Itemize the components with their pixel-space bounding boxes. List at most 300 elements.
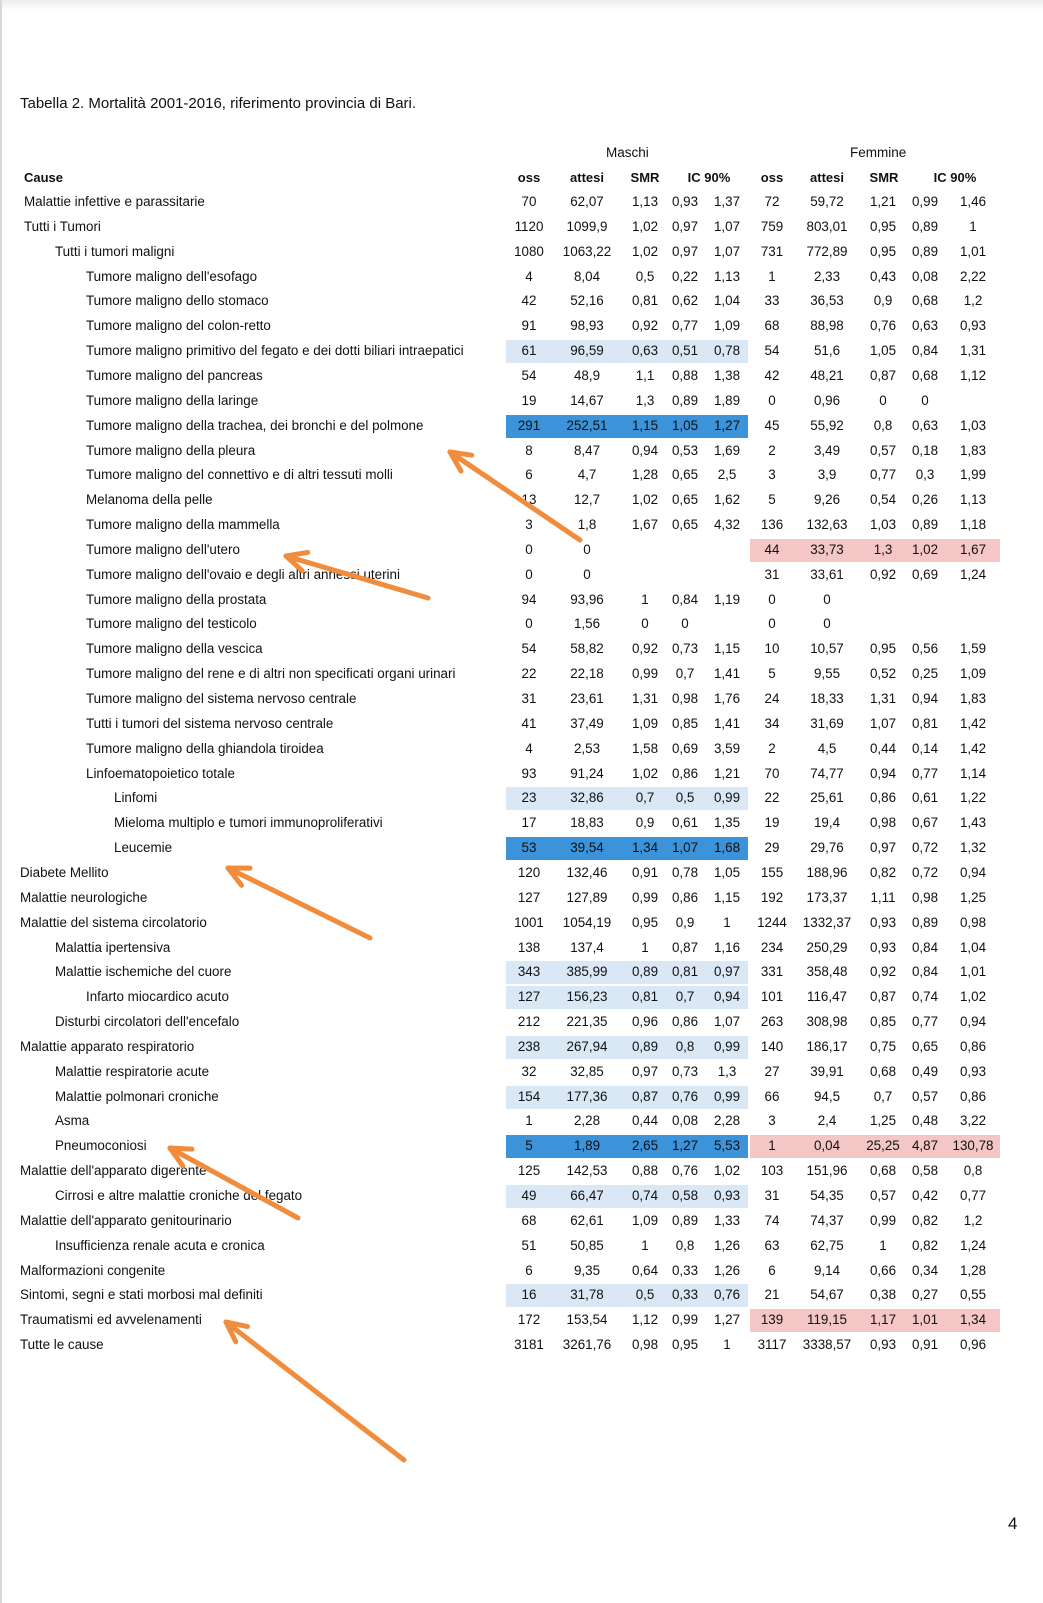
table-row <box>0 563 1043 587</box>
cause-label: Tumore maligno dell'esofago <box>86 268 258 284</box>
male-ic-low: 0,97 <box>671 243 699 259</box>
female-smr: 0,87 <box>869 367 897 383</box>
header-cause: Cause <box>24 170 64 185</box>
male-oss: 127 <box>517 889 541 905</box>
cause-label: Malattie respiratorie acute <box>55 1063 210 1079</box>
table-row <box>0 389 1043 413</box>
male-ic-high: 5,53 <box>713 1138 741 1154</box>
female-oss: 0 <box>768 616 776 632</box>
cause-label: Insufficienza renale acuta e cronica <box>55 1237 265 1253</box>
female-attesi: 0 <box>823 616 831 632</box>
male-oss: 212 <box>517 1014 541 1030</box>
male-oss: 19 <box>521 392 537 408</box>
female-ic-low: 0,74 <box>911 989 939 1005</box>
male-ic-low: 0,89 <box>671 392 699 408</box>
female-smr: 0,68 <box>869 1163 897 1179</box>
female-attesi: 33,73 <box>810 541 844 557</box>
cause-label: Malformazioni congenite <box>20 1262 166 1278</box>
female-smr: 0,77 <box>869 467 897 483</box>
female-ic-low: 0,65 <box>911 1038 939 1054</box>
female-smr: 1,25 <box>869 1113 897 1129</box>
female-ic-high: 0,94 <box>959 1014 987 1030</box>
male-oss: 42 <box>521 293 537 309</box>
female-oss: 22 <box>764 790 780 806</box>
table-row <box>0 786 1043 810</box>
male-ic-low: 0,86 <box>671 889 699 905</box>
male-smr: 1,13 <box>631 194 659 209</box>
male-attesi: 153,54 <box>566 1312 608 1328</box>
cause-label: Malattie apparato respiratorio <box>20 1038 195 1054</box>
female-ic-high: 1,14 <box>959 765 987 781</box>
female-attesi: 116,47 <box>807 989 847 1005</box>
male-ic-high: 1,68 <box>713 840 741 856</box>
male-oss: 54 <box>521 367 537 383</box>
male-smr: 0,96 <box>631 1014 659 1030</box>
header-male-oss: oss <box>517 170 541 185</box>
male-ic-low: 0,76 <box>671 1088 699 1104</box>
female-oss: 45 <box>764 417 780 433</box>
male-oss: 93 <box>521 765 537 781</box>
female-oss: 331 <box>760 964 784 980</box>
male-smr: 1,09 <box>631 715 659 731</box>
male-oss: 6 <box>525 1262 533 1278</box>
male-oss: 0 <box>525 541 533 557</box>
male-ic-high: 0,76 <box>713 1287 741 1303</box>
male-ic-low: 0,99 <box>671 1312 699 1328</box>
male-ic-low: 0,85 <box>671 715 699 731</box>
table-row <box>0 712 1043 736</box>
table-row <box>0 1134 1043 1158</box>
female-ic-low: 1,02 <box>911 541 939 557</box>
female-smr: 1,11 <box>870 889 896 905</box>
male-ic-low: 0,61 <box>671 815 699 831</box>
female-ic-high: 1,32 <box>959 840 987 856</box>
male-ic-low: 0,78 <box>671 864 699 880</box>
male-attesi: 1099,9 <box>566 218 608 234</box>
male-smr: 1,28 <box>631 467 659 483</box>
male-attesi: 142,53 <box>566 1163 608 1179</box>
cause-label: Diabete Mellito <box>20 864 109 880</box>
female-ic-high: 0,93 <box>959 1063 987 1079</box>
female-ic-high: 1,83 <box>959 691 987 706</box>
female-ic-low: 0,99 <box>911 194 939 209</box>
female-attesi: 173,37 <box>806 889 848 905</box>
male-ic-low: 0,73 <box>671 1063 699 1079</box>
table-row <box>0 190 1043 214</box>
male-attesi: 66,47 <box>570 1188 604 1203</box>
female-ic-high: 1,09 <box>959 666 987 682</box>
female-smr: 0,99 <box>869 1212 897 1228</box>
male-ic-low: 0,86 <box>671 765 699 781</box>
female-ic-low: 0,81 <box>911 715 939 731</box>
male-ic-low: 0,69 <box>671 740 699 756</box>
female-oss: 139 <box>760 1312 784 1328</box>
male-ic-low: 0,65 <box>671 492 699 508</box>
female-ic-high: 0,86 <box>959 1038 987 1054</box>
table-row <box>0 662 1043 686</box>
cause-label: Pneumoconiosi <box>55 1138 147 1154</box>
female-oss: 6 <box>768 1262 776 1278</box>
male-oss: 4 <box>525 740 533 756</box>
male-smr: 0,92 <box>631 318 659 334</box>
female-ic-low: 0,89 <box>911 914 939 930</box>
female-oss: 68 <box>764 318 780 334</box>
female-ic-low: 0,3 <box>915 467 935 483</box>
cause-label: Linfomi <box>114 790 158 806</box>
female-smr: 0,98 <box>869 815 897 831</box>
male-ic-low: 1,27 <box>671 1138 699 1154</box>
female-ic-low: 0 <box>921 392 929 408</box>
female-oss: 29 <box>764 840 780 856</box>
female-oss: 54 <box>764 343 780 359</box>
female-oss: 759 <box>760 218 784 234</box>
male-ic-high: 0,94 <box>713 989 741 1005</box>
header-male-attesi: attesi <box>570 170 604 185</box>
male-oss: 120 <box>517 864 541 880</box>
female-ic-high: 1,31 <box>959 343 987 359</box>
table-row <box>0 1308 1043 1332</box>
male-oss: 49 <box>521 1188 537 1203</box>
male-smr: 1,02 <box>631 243 659 259</box>
male-ic-low: 0,7 <box>675 666 695 682</box>
female-oss: 3117 <box>757 1337 787 1353</box>
table-row <box>0 687 1043 711</box>
table-row <box>0 1085 1043 1109</box>
table-row <box>0 240 1043 264</box>
female-ic-high: 1,12 <box>959 367 987 383</box>
male-ic-high: 1,27 <box>713 417 741 433</box>
table-row <box>0 911 1043 935</box>
cause-label: Malattie infettive e parassitarie <box>24 194 205 209</box>
group-header-femmine: Femmine <box>850 145 907 160</box>
cause-label: Asma <box>55 1113 90 1129</box>
cause-label: Tumore maligno della pleura <box>86 442 256 458</box>
table-row <box>0 538 1043 562</box>
male-ic-high: 0,99 <box>713 1038 741 1054</box>
female-attesi: 25,61 <box>810 790 844 806</box>
male-smr: 0,5 <box>635 1287 655 1303</box>
male-ic-high: 2,28 <box>713 1113 741 1129</box>
female-smr: 0,68 <box>869 1063 897 1079</box>
male-oss: 0 <box>525 566 533 582</box>
male-smr: 0,99 <box>631 889 659 905</box>
cause-label: Malattie dell'apparato digerente <box>20 1163 207 1179</box>
male-smr: 1,3 <box>635 392 655 408</box>
table-row <box>0 1283 1043 1307</box>
male-smr: 1,09 <box>631 1212 659 1228</box>
female-ic-high: 1,43 <box>959 815 987 831</box>
female-oss: 1244 <box>757 914 787 930</box>
male-attesi: 31,78 <box>570 1287 604 1303</box>
female-attesi: 186,17 <box>806 1038 848 1054</box>
male-oss: 94 <box>521 591 537 607</box>
male-attesi: 8,04 <box>573 268 601 284</box>
male-attesi: 14,67 <box>570 392 604 408</box>
female-smr: 1,05 <box>869 343 897 359</box>
female-ic-high: 1,42 <box>959 715 987 731</box>
cause-label: Disturbi circolatori dell'encefalo <box>55 1014 240 1030</box>
female-attesi: 358,48 <box>806 964 848 980</box>
male-ic-high: 1,41 <box>713 666 741 682</box>
female-ic-low: 0,89 <box>911 243 939 259</box>
cause-label: Malattie neurologiche <box>20 889 148 905</box>
female-ic-high <box>946 389 1000 413</box>
male-ic-high: 1,37 <box>713 194 741 209</box>
female-attesi: 62,75 <box>810 1237 844 1253</box>
female-ic-high: 2,22 <box>959 268 987 284</box>
female-ic-low: 4,87 <box>911 1138 939 1154</box>
male-ic-high <box>706 612 748 636</box>
male-smr: 0,5 <box>635 268 655 284</box>
female-oss: 5 <box>768 492 776 508</box>
male-oss: 51 <box>521 1237 537 1253</box>
male-ic-high: 1,62 <box>713 492 741 508</box>
female-smr: 0,93 <box>869 939 897 955</box>
male-oss: 1080 <box>514 243 544 259</box>
table-row <box>0 936 1043 960</box>
male-ic-high: 0,97 <box>713 964 741 980</box>
male-ic-high <box>706 538 748 562</box>
female-smr: 0,9 <box>873 293 893 309</box>
male-smr: 1,58 <box>631 740 659 756</box>
table-caption: Tabella 2. Mortalità 2001-2016, riferimento provincia di Bari. <box>20 95 417 112</box>
female-oss: 101 <box>760 989 784 1005</box>
male-smr: 1,02 <box>631 218 659 234</box>
female-attesi: 9,14 <box>813 1262 841 1278</box>
female-attesi: 0,04 <box>813 1138 841 1154</box>
male-ic-low: 0,86 <box>671 1014 699 1030</box>
female-smr: 0,97 <box>869 840 897 856</box>
cause-label: Tumore maligno dello stomaco <box>86 293 269 309</box>
cause-label: Cirrosi e altre malattie croniche del fegato <box>55 1188 303 1203</box>
female-ic-high: 1,04 <box>959 939 987 955</box>
female-attesi: 2,33 <box>813 268 841 284</box>
male-ic-low: 0,58 <box>671 1188 699 1203</box>
female-smr: 0,95 <box>869 218 897 234</box>
female-attesi: 94,5 <box>813 1088 841 1104</box>
female-ic-low: 0,72 <box>911 840 939 856</box>
male-ic-high: 1,13 <box>713 268 741 284</box>
female-smr: 0,54 <box>869 492 897 508</box>
group-header-maschi: Maschi <box>606 145 649 160</box>
female-attesi: 59,72 <box>810 194 844 209</box>
male-attesi: 127,89 <box>566 889 608 905</box>
table-row <box>0 414 1043 438</box>
female-ic-low: 0,25 <box>911 666 939 682</box>
male-attesi: 221,35 <box>566 1014 608 1030</box>
table-row <box>0 1209 1043 1233</box>
male-ic-low: 0,81 <box>671 964 699 980</box>
male-ic-high: 1,19 <box>713 591 741 607</box>
female-attesi: 31,69 <box>810 715 844 731</box>
male-ic-low: 1,05 <box>671 417 699 433</box>
female-smr: 0,76 <box>869 318 897 334</box>
male-ic-low <box>666 563 704 587</box>
female-attesi: 4,5 <box>817 740 837 756</box>
page-top-shadow <box>0 0 1043 10</box>
male-smr: 0,88 <box>631 1163 659 1179</box>
table-row <box>0 1234 1043 1258</box>
male-ic-low: 0,95 <box>671 1337 699 1353</box>
cause-label: Tutti i tumori del sistema nervoso centrale <box>86 715 334 731</box>
cause-label: Tumore maligno della ghiandola tiroidea <box>86 740 324 756</box>
female-ic-low: 0,26 <box>911 492 939 508</box>
male-attesi: 4,7 <box>577 467 597 483</box>
male-smr: 0,81 <box>631 293 659 309</box>
cause-label: Tutti i Tumori <box>24 218 101 234</box>
female-ic-high: 1,02 <box>959 989 987 1005</box>
male-smr: 0 <box>641 616 649 632</box>
female-ic-low: 0,94 <box>911 691 939 706</box>
female-attesi: 54,67 <box>810 1287 844 1303</box>
male-smr: 0,89 <box>631 964 659 980</box>
female-smr: 0 <box>879 392 887 408</box>
female-ic-low: 0,82 <box>911 1212 939 1228</box>
female-smr: 0,92 <box>869 964 897 980</box>
male-smr: 1,12 <box>631 1312 659 1328</box>
male-attesi: 48,9 <box>573 367 601 383</box>
male-ic-low: 0,33 <box>671 1287 699 1303</box>
female-attesi: 33,61 <box>810 566 844 582</box>
male-oss: 41 <box>521 715 537 731</box>
female-smr: 1,21 <box>869 194 897 209</box>
female-smr: 0,7 <box>873 1088 893 1104</box>
male-smr: 0,44 <box>631 1113 659 1129</box>
cause-label: Malattie ischemiche del cuore <box>55 964 232 980</box>
male-ic-high: 1,41 <box>713 715 741 731</box>
male-attesi: 0 <box>583 566 591 582</box>
cause-label: Malattie dell'apparato genitourinario <box>20 1212 232 1228</box>
male-smr: 1,02 <box>631 765 659 781</box>
male-attesi: 137,4 <box>570 939 604 955</box>
table-row <box>0 1060 1043 1084</box>
female-oss: 70 <box>764 765 780 781</box>
female-oss: 31 <box>764 1188 780 1203</box>
female-ic-low: 0,77 <box>911 765 939 781</box>
female-oss: 0 <box>768 392 776 408</box>
male-attesi: 62,61 <box>570 1212 604 1228</box>
male-ic-high: 1,69 <box>713 442 741 458</box>
male-ic-low: 0,88 <box>671 367 699 383</box>
table-row <box>0 265 1043 289</box>
female-smr: 1,31 <box>869 691 897 706</box>
male-ic-high: 4,32 <box>713 517 741 533</box>
female-oss: 3 <box>768 467 776 483</box>
female-attesi: 3,9 <box>817 467 837 483</box>
cause-label: Tumore maligno del testicolo <box>86 616 257 632</box>
male-ic-low <box>666 538 704 562</box>
cause-label: Sintomi, segni e stati morbosi mal definiti <box>20 1287 263 1303</box>
female-ic-high: 1,83 <box>959 442 987 458</box>
female-ic-low: 0,63 <box>911 318 939 334</box>
male-attesi: 93,96 <box>570 591 604 607</box>
male-oss: 5 <box>525 1138 533 1154</box>
cause-label: Malattie polmonari croniche <box>55 1088 219 1104</box>
table-row <box>0 588 1043 612</box>
female-attesi: 2,4 <box>817 1113 837 1129</box>
female-ic-high: 0,86 <box>959 1088 987 1104</box>
female-ic-high: 1,25 <box>959 889 987 905</box>
female-ic-low: 0,14 <box>911 740 939 756</box>
male-attesi: 2,53 <box>573 740 601 756</box>
male-ic-low: 0,73 <box>671 641 699 657</box>
male-ic-high: 1,15 <box>713 889 741 905</box>
male-oss: 6 <box>525 467 533 483</box>
male-oss: 31 <box>521 691 537 706</box>
female-ic-high: 130,78 <box>952 1138 994 1154</box>
table-row <box>0 1159 1043 1183</box>
female-smr: 1,3 <box>873 541 893 557</box>
male-smr <box>624 538 666 562</box>
male-oss: 238 <box>517 1038 541 1054</box>
female-attesi: 36,53 <box>810 293 844 309</box>
male-ic-high <box>706 563 748 587</box>
female-smr: 0,95 <box>869 243 897 259</box>
male-ic-high: 1 <box>723 914 731 930</box>
header-female-attesi: attesi <box>810 170 844 185</box>
cause-label: Leucemie <box>114 840 173 856</box>
male-oss: 154 <box>517 1088 541 1104</box>
female-ic-high: 1 <box>969 218 977 234</box>
male-ic-high: 1,07 <box>713 218 741 234</box>
female-smr: 0,57 <box>869 442 897 458</box>
male-ic-high: 1,09 <box>713 318 741 334</box>
female-smr: 0,93 <box>869 1337 897 1353</box>
female-ic-low: 0,84 <box>911 939 939 955</box>
table-row <box>0 289 1043 313</box>
male-smr: 0,97 <box>631 1063 659 1079</box>
male-oss: 1120 <box>514 218 544 234</box>
male-ic-low: 0,62 <box>671 293 699 309</box>
header-female-oss: oss <box>760 170 784 185</box>
female-attesi: 74,37 <box>810 1212 844 1228</box>
table-row <box>0 1333 1043 1357</box>
female-ic-high: 1,24 <box>959 566 987 582</box>
cause-label: Tumore maligno del sistema nervoso centrale <box>86 691 357 706</box>
male-ic-high: 1,02 <box>713 1163 741 1179</box>
male-oss: 68 <box>521 1212 537 1228</box>
male-ic-high: 2,5 <box>717 467 737 483</box>
female-attesi: 29,76 <box>810 840 844 856</box>
female-ic-high: 1,2 <box>963 293 983 309</box>
female-ic-high: 1,99 <box>959 467 987 483</box>
female-oss: 33 <box>764 293 780 309</box>
male-oss: 16 <box>521 1287 537 1303</box>
male-ic-high: 0,99 <box>713 790 741 806</box>
cause-label: Tumore maligno del connettivo e di altri tessuti molli <box>86 467 393 483</box>
female-smr: 0,95 <box>869 641 897 657</box>
male-ic-low: 0,87 <box>671 939 699 955</box>
cause-label: Traumatismi ed avvelenamenti <box>20 1312 202 1328</box>
cause-label: Mieloma multiplo e tumori immunoproliferativi <box>114 815 383 831</box>
male-ic-high: 1,21 <box>713 765 741 781</box>
table-row <box>0 762 1043 786</box>
female-ic-low <box>906 612 944 636</box>
female-ic-low: 0,89 <box>911 517 939 533</box>
female-attesi: 250,29 <box>806 939 848 955</box>
female-ic-high: 0,93 <box>959 318 987 334</box>
female-oss: 74 <box>764 1212 780 1228</box>
female-smr: 0,94 <box>869 765 897 781</box>
female-ic-high: 1,42 <box>959 740 987 756</box>
table-row <box>0 1184 1043 1208</box>
male-smr: 0,87 <box>631 1088 659 1104</box>
female-oss: 19 <box>764 815 780 831</box>
female-ic-low: 0,58 <box>911 1163 939 1179</box>
female-attesi: 119,15 <box>807 1312 847 1328</box>
male-attesi: 132,46 <box>566 864 608 880</box>
female-ic-low: 0,89 <box>911 218 939 234</box>
